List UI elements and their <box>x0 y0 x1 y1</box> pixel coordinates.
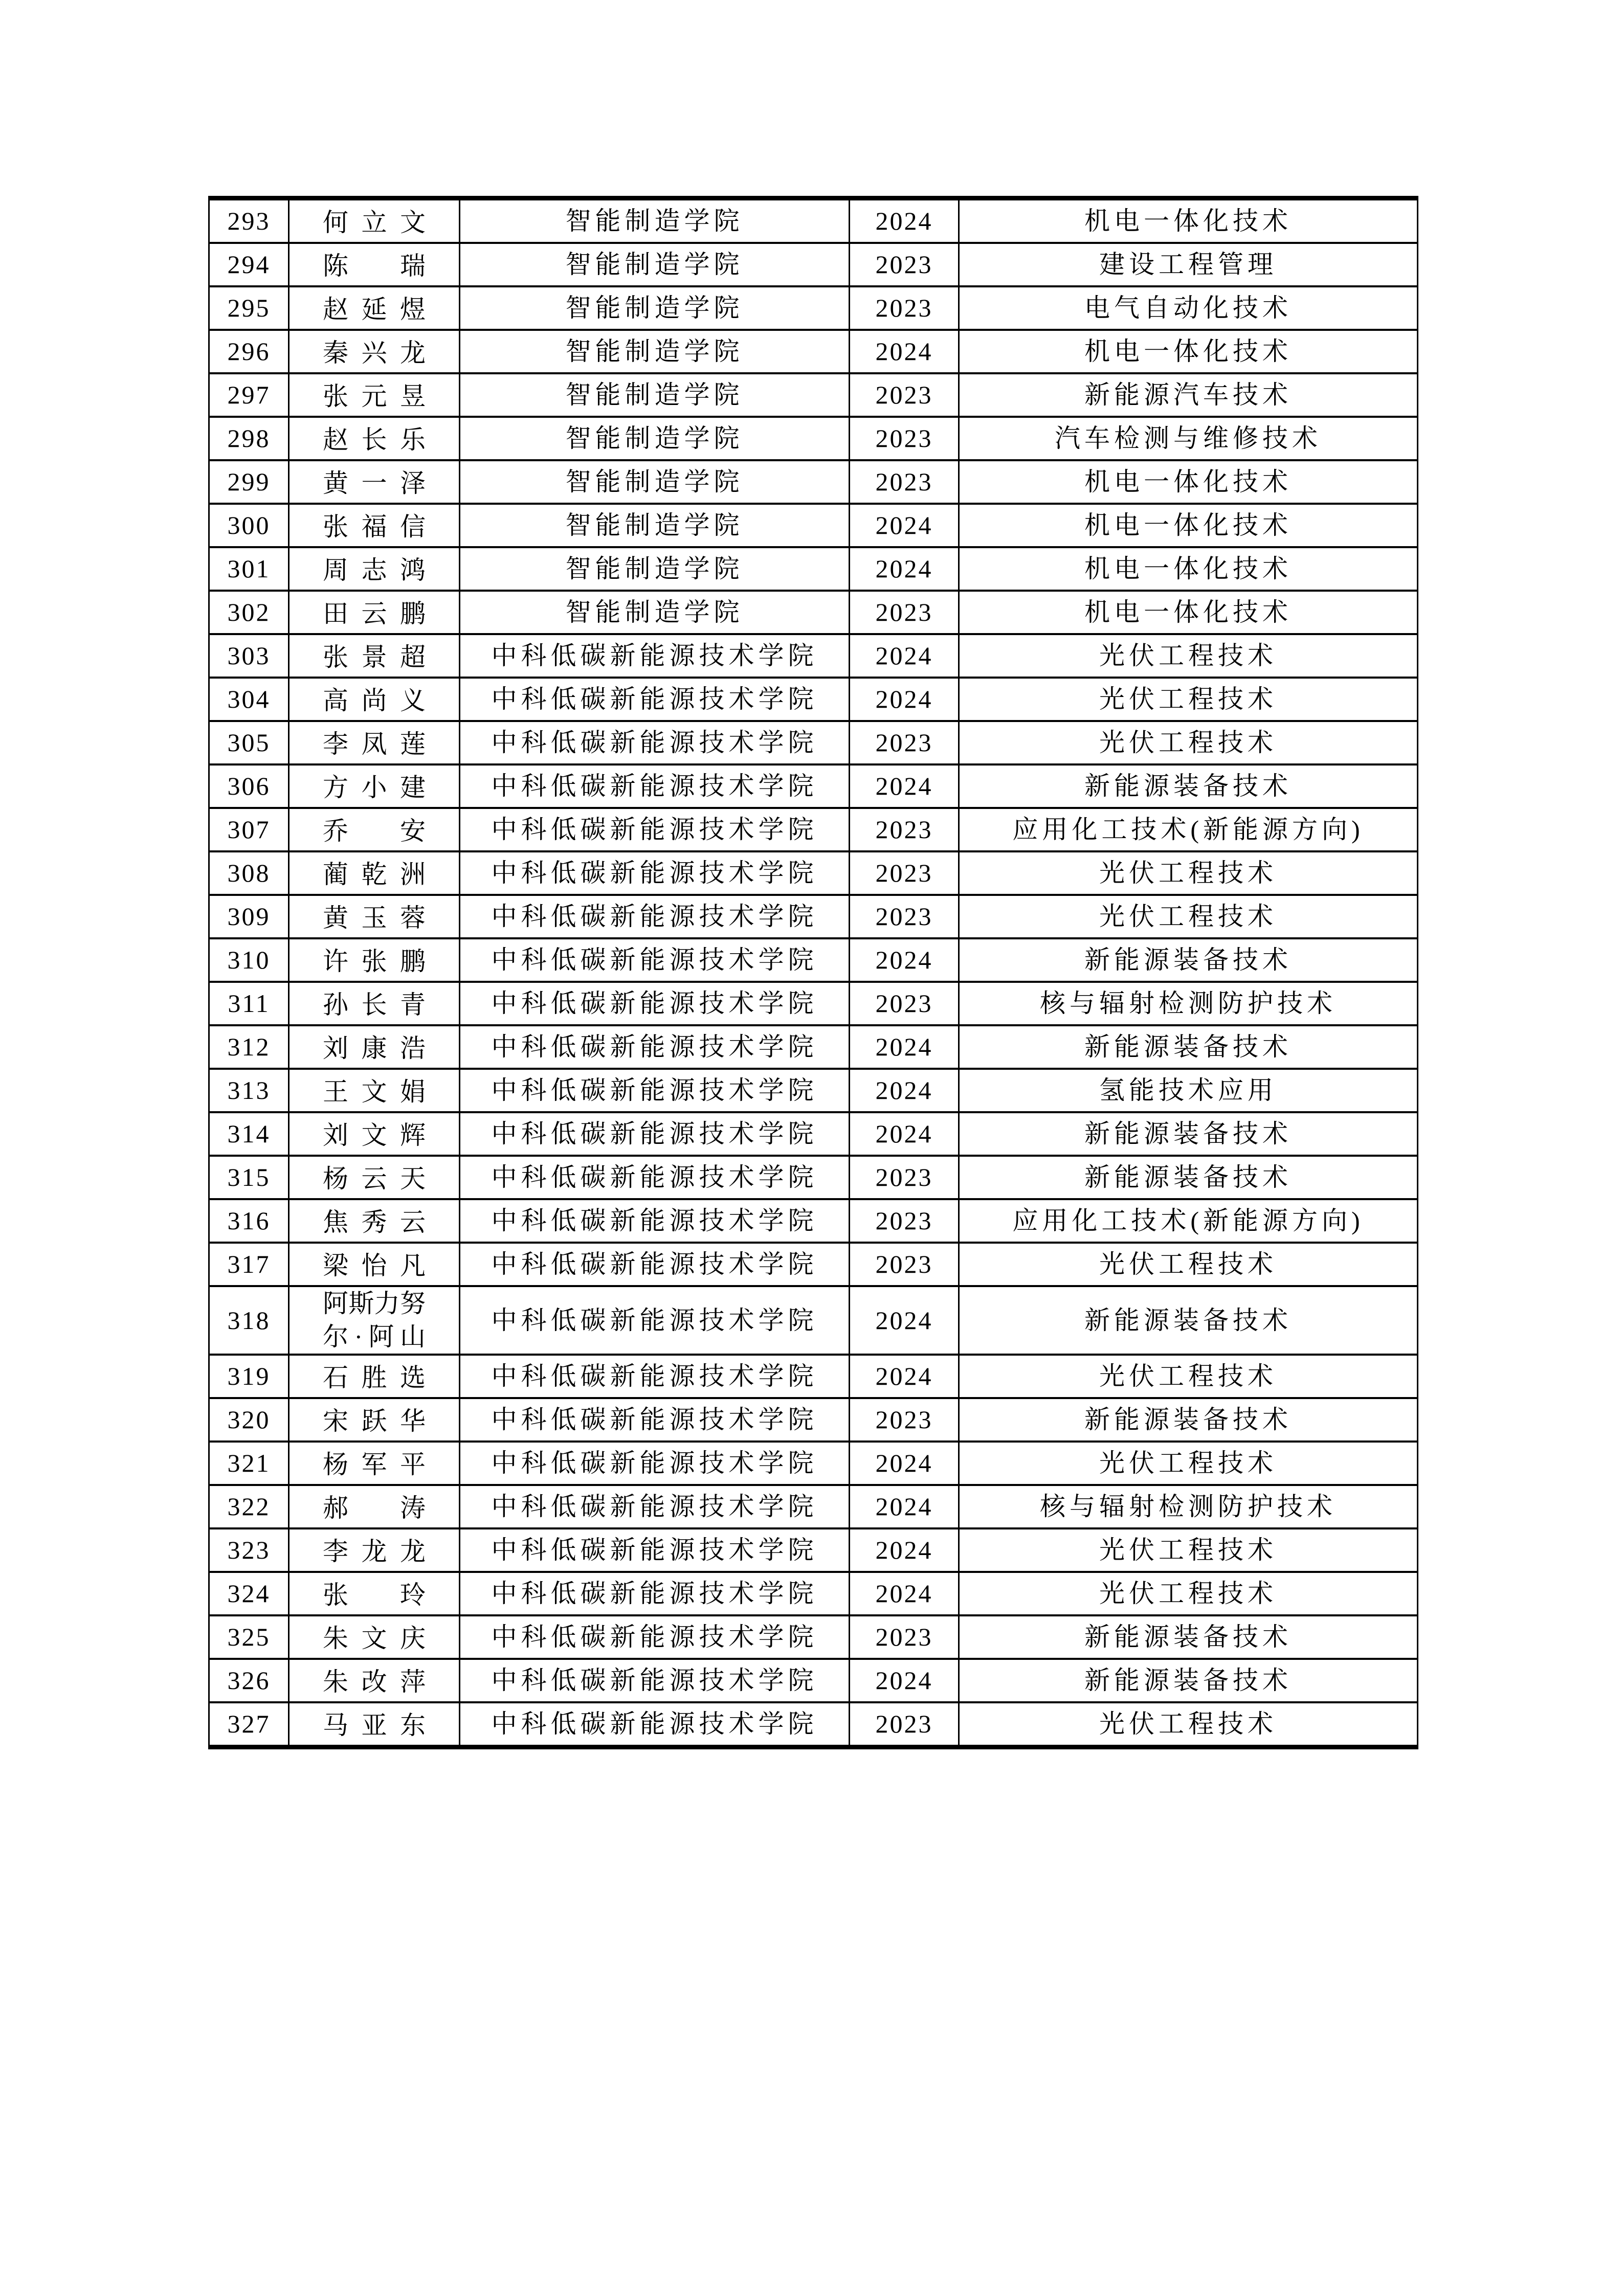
college-cell: 中科低碳新能源技术学院 <box>460 1286 850 1355</box>
row-number-cell: 321 <box>209 1442 289 1485</box>
row-number-cell: 294 <box>209 243 289 286</box>
year-cell: 2023 <box>850 286 959 330</box>
student-name-cell <box>289 547 460 591</box>
student-name-cell <box>289 1069 460 1112</box>
major-cell: 新能源装备技术 <box>959 1398 1418 1442</box>
student-name-cell <box>289 1243 460 1286</box>
student-roster-table <box>208 196 1418 1749</box>
year-cell: 2023 <box>850 1398 959 1442</box>
student-name-cell <box>289 1156 460 1199</box>
college-cell: 中科低碳新能源技术学院 <box>460 1659 850 1702</box>
major-cell: 新能源装备技术 <box>959 1615 1418 1659</box>
year-cell: 2023 <box>850 1156 959 1199</box>
table-row <box>209 1243 1418 1286</box>
row-number-cell: 316 <box>209 1199 289 1243</box>
row-number-cell: 326 <box>209 1659 289 1702</box>
college-cell: 中科低碳新能源技术学院 <box>460 1528 850 1572</box>
student-name: 刘康浩 <box>323 1033 426 1063</box>
year-cell: 2023 <box>850 851 959 895</box>
table-row <box>209 1702 1418 1747</box>
row-number-cell: 324 <box>209 1572 289 1615</box>
student-name-cell <box>289 938 460 982</box>
row-number-cell: 306 <box>209 764 289 808</box>
year-cell: 2024 <box>850 1355 959 1398</box>
table-row <box>209 1355 1418 1398</box>
student-name: 乔安 <box>323 816 426 845</box>
student-name: 王文娟 <box>323 1077 426 1106</box>
table-row <box>209 634 1418 678</box>
row-number-cell: 295 <box>209 286 289 330</box>
student-name: 何立文 <box>323 208 426 237</box>
student-name-cell <box>289 373 460 417</box>
college-cell: 中科低碳新能源技术学院 <box>460 1702 850 1747</box>
row-number-cell: 308 <box>209 851 289 895</box>
student-name-cell <box>289 1572 460 1615</box>
table-row <box>209 1485 1418 1528</box>
major-cell: 建设工程管理 <box>959 243 1418 286</box>
year-cell: 2023 <box>850 1243 959 1286</box>
year-cell: 2023 <box>850 460 959 504</box>
college-cell: 中科低碳新能源技术学院 <box>460 1025 850 1069</box>
student-name: 杨军平 <box>323 1450 426 1479</box>
student-name: 蔺乾洲 <box>323 860 426 889</box>
table-row <box>209 1659 1418 1702</box>
student-name: 宋跃华 <box>323 1406 426 1435</box>
table-row <box>209 460 1418 504</box>
table-row <box>209 243 1418 286</box>
year-cell: 2023 <box>850 982 959 1025</box>
student-name-cell <box>289 721 460 764</box>
year-cell: 2023 <box>850 895 959 938</box>
year-cell: 2024 <box>850 1286 959 1355</box>
college-cell: 中科低碳新能源技术学院 <box>460 721 850 764</box>
major-cell: 新能源装备技术 <box>959 1025 1418 1069</box>
student-name-cell <box>289 198 460 243</box>
major-cell: 光伏工程技术 <box>959 895 1418 938</box>
row-number-cell: 322 <box>209 1485 289 1528</box>
college-cell: 中科低碳新能源技术学院 <box>460 938 850 982</box>
student-name-cell <box>289 634 460 678</box>
college-cell: 智能制造学院 <box>460 547 850 591</box>
student-name: 马亚东 <box>323 1710 426 1740</box>
major-cell: 光伏工程技术 <box>959 721 1418 764</box>
college-cell: 中科低碳新能源技术学院 <box>460 1069 850 1112</box>
student-name-cell <box>289 808 460 851</box>
row-number-cell: 318 <box>209 1286 289 1355</box>
year-cell: 2024 <box>850 198 959 243</box>
student-name: 焦秀云 <box>323 1207 426 1236</box>
college-cell: 中科低碳新能源技术学院 <box>460 808 850 851</box>
college-cell: 智能制造学院 <box>460 504 850 547</box>
student-name-cell <box>289 1702 460 1747</box>
row-number-cell: 315 <box>209 1156 289 1199</box>
row-number-cell: 301 <box>209 547 289 591</box>
student-name-cell <box>289 678 460 721</box>
student-name-cell <box>289 243 460 286</box>
row-number-cell: 312 <box>209 1025 289 1069</box>
major-cell: 机电一体化技术 <box>959 460 1418 504</box>
student-name: 周志鸿 <box>323 555 426 584</box>
major-cell: 电气自动化技术 <box>959 286 1418 330</box>
student-name-cell <box>289 1112 460 1156</box>
student-name: 刘文辉 <box>323 1120 426 1150</box>
college-cell: 中科低碳新能源技术学院 <box>460 851 850 895</box>
major-cell: 核与辐射检测防护技术 <box>959 1485 1418 1528</box>
year-cell: 2023 <box>850 1199 959 1243</box>
major-cell: 氢能技术应用 <box>959 1069 1418 1112</box>
table-row <box>209 851 1418 895</box>
year-cell: 2024 <box>850 1025 959 1069</box>
student-name: 方小建 <box>323 773 426 802</box>
college-cell: 中科低碳新能源技术学院 <box>460 1199 850 1243</box>
student-name-cell <box>289 1659 460 1702</box>
row-number-cell: 297 <box>209 373 289 417</box>
student-name-cell <box>289 895 460 938</box>
student-name: 赵长乐 <box>323 425 426 454</box>
student-name: 阿斯力努尔·阿山 <box>323 1289 426 1351</box>
major-cell: 新能源装备技术 <box>959 1659 1418 1702</box>
student-name: 张元昱 <box>323 381 426 411</box>
year-cell: 2024 <box>850 1485 959 1528</box>
major-cell: 光伏工程技术 <box>959 1702 1418 1747</box>
college-cell: 中科低碳新能源技术学院 <box>460 1398 850 1442</box>
college-cell: 中科低碳新能源技术学院 <box>460 1442 850 1485</box>
row-number-cell: 320 <box>209 1398 289 1442</box>
student-name-cell <box>289 504 460 547</box>
college-cell: 智能制造学院 <box>460 373 850 417</box>
college-cell: 中科低碳新能源技术学院 <box>460 634 850 678</box>
student-name: 许张鹏 <box>323 947 426 976</box>
major-cell: 应用化工技术(新能源方向) <box>959 1199 1418 1243</box>
row-number-cell: 304 <box>209 678 289 721</box>
table-row <box>209 808 1418 851</box>
year-cell: 2023 <box>850 417 959 460</box>
major-cell: 光伏工程技术 <box>959 851 1418 895</box>
row-number-cell: 313 <box>209 1069 289 1112</box>
table-row <box>209 678 1418 721</box>
major-cell: 新能源装备技术 <box>959 1156 1418 1199</box>
college-cell: 中科低碳新能源技术学院 <box>460 1112 850 1156</box>
student-name-cell <box>289 1025 460 1069</box>
student-name: 田云鹏 <box>323 599 426 628</box>
student-roster-body <box>209 198 1418 1747</box>
major-cell: 新能源装备技术 <box>959 938 1418 982</box>
row-number-cell: 310 <box>209 938 289 982</box>
college-cell: 智能制造学院 <box>460 198 850 243</box>
college-cell: 中科低碳新能源技术学院 <box>460 678 850 721</box>
student-name: 黄玉蓉 <box>323 903 426 932</box>
student-name: 张玲 <box>323 1580 426 1609</box>
student-name-cell <box>289 591 460 634</box>
table-row <box>209 1112 1418 1156</box>
major-cell: 光伏工程技术 <box>959 634 1418 678</box>
table-row <box>209 504 1418 547</box>
major-cell: 新能源汽车技术 <box>959 373 1418 417</box>
year-cell: 2024 <box>850 1112 959 1156</box>
major-cell: 汽车检测与维修技术 <box>959 417 1418 460</box>
row-number-cell: 325 <box>209 1615 289 1659</box>
year-cell: 2023 <box>850 721 959 764</box>
college-cell: 中科低碳新能源技术学院 <box>460 1485 850 1528</box>
college-cell: 中科低碳新能源技术学院 <box>460 895 850 938</box>
major-cell: 机电一体化技术 <box>959 504 1418 547</box>
student-name-cell <box>289 982 460 1025</box>
table-row <box>209 1572 1418 1615</box>
student-name-cell <box>289 1528 460 1572</box>
table-row <box>209 1069 1418 1112</box>
row-number-cell: 293 <box>209 198 289 243</box>
student-name: 张福信 <box>323 512 426 541</box>
student-name: 郝涛 <box>323 1493 426 1522</box>
major-cell: 新能源装备技术 <box>959 1112 1418 1156</box>
college-cell: 智能制造学院 <box>460 286 850 330</box>
row-number-cell: 303 <box>209 634 289 678</box>
year-cell: 2024 <box>850 1442 959 1485</box>
row-number-cell: 327 <box>209 1702 289 1747</box>
year-cell: 2024 <box>850 938 959 982</box>
table-row <box>209 1286 1418 1355</box>
student-name-cell <box>289 1398 460 1442</box>
table-row <box>209 1025 1418 1069</box>
student-name-cell <box>289 851 460 895</box>
college-cell: 中科低碳新能源技术学院 <box>460 1243 850 1286</box>
college-cell: 中科低碳新能源技术学院 <box>460 764 850 808</box>
year-cell: 2024 <box>850 634 959 678</box>
major-cell: 光伏工程技术 <box>959 1243 1418 1286</box>
table-row <box>209 591 1418 634</box>
student-name-cell <box>289 1199 460 1243</box>
year-cell: 2023 <box>850 373 959 417</box>
row-number-cell: 298 <box>209 417 289 460</box>
major-cell: 新能源装备技术 <box>959 764 1418 808</box>
student-name: 梁怡凡 <box>323 1251 426 1280</box>
student-name: 杨云天 <box>323 1164 426 1193</box>
year-cell: 2024 <box>850 1528 959 1572</box>
student-name-cell <box>289 1355 460 1398</box>
student-name-cell <box>289 286 460 330</box>
student-name: 高尚义 <box>323 686 426 715</box>
table-row <box>209 764 1418 808</box>
year-cell: 2024 <box>850 1659 959 1702</box>
major-cell: 光伏工程技术 <box>959 1442 1418 1485</box>
student-name: 李凤莲 <box>323 729 426 758</box>
row-number-cell: 314 <box>209 1112 289 1156</box>
table-row <box>209 1615 1418 1659</box>
table-row <box>209 330 1418 373</box>
college-cell: 智能制造学院 <box>460 243 850 286</box>
row-number-cell: 323 <box>209 1528 289 1572</box>
table-row <box>209 1528 1418 1572</box>
college-cell: 智能制造学院 <box>460 330 850 373</box>
student-name: 陈瑞 <box>323 251 426 280</box>
row-number-cell: 300 <box>209 504 289 547</box>
row-number-cell: 302 <box>209 591 289 634</box>
student-name: 秦兴龙 <box>323 338 426 367</box>
year-cell: 2024 <box>850 1572 959 1615</box>
table-row <box>209 373 1418 417</box>
year-cell: 2023 <box>850 1615 959 1659</box>
college-cell: 智能制造学院 <box>460 460 850 504</box>
row-number-cell: 317 <box>209 1243 289 1286</box>
college-cell: 智能制造学院 <box>460 417 850 460</box>
student-name-cell <box>289 417 460 460</box>
college-cell: 智能制造学院 <box>460 591 850 634</box>
row-number-cell: 296 <box>209 330 289 373</box>
major-cell: 机电一体化技术 <box>959 547 1418 591</box>
student-name: 孙长青 <box>323 990 426 1019</box>
row-number-cell: 311 <box>209 982 289 1025</box>
year-cell: 2024 <box>850 330 959 373</box>
major-cell: 机电一体化技术 <box>959 198 1418 243</box>
year-cell: 2024 <box>850 1069 959 1112</box>
college-cell: 中科低碳新能源技术学院 <box>460 1355 850 1398</box>
student-name-cell <box>289 1485 460 1528</box>
student-name-cell <box>289 1286 460 1355</box>
table-row <box>209 286 1418 330</box>
major-cell: 核与辐射检测防护技术 <box>959 982 1418 1025</box>
row-number-cell: 309 <box>209 895 289 938</box>
college-cell: 中科低碳新能源技术学院 <box>460 982 850 1025</box>
major-cell: 光伏工程技术 <box>959 1572 1418 1615</box>
major-cell: 光伏工程技术 <box>959 1355 1418 1398</box>
table-row <box>209 1156 1418 1199</box>
major-cell: 光伏工程技术 <box>959 1528 1418 1572</box>
row-number-cell: 299 <box>209 460 289 504</box>
major-cell: 机电一体化技术 <box>959 591 1418 634</box>
row-number-cell: 319 <box>209 1355 289 1398</box>
college-cell: 中科低碳新能源技术学院 <box>460 1156 850 1199</box>
year-cell: 2024 <box>850 678 959 721</box>
major-cell: 新能源装备技术 <box>959 1286 1418 1355</box>
major-cell: 机电一体化技术 <box>959 330 1418 373</box>
table-row <box>209 1398 1418 1442</box>
major-cell: 应用化工技术(新能源方向) <box>959 808 1418 851</box>
student-name-cell <box>289 460 460 504</box>
table-row <box>209 198 1418 243</box>
table-row <box>209 721 1418 764</box>
year-cell: 2024 <box>850 764 959 808</box>
table-row <box>209 417 1418 460</box>
year-cell: 2023 <box>850 591 959 634</box>
year-cell: 2023 <box>850 808 959 851</box>
table-row <box>209 547 1418 591</box>
student-name: 朱改萍 <box>323 1667 426 1696</box>
college-cell: 中科低碳新能源技术学院 <box>460 1572 850 1615</box>
student-name: 石胜选 <box>323 1363 426 1392</box>
table-row <box>209 982 1418 1025</box>
table-row <box>209 938 1418 982</box>
college-cell: 中科低碳新能源技术学院 <box>460 1615 850 1659</box>
student-name-cell <box>289 1442 460 1485</box>
table-row <box>209 895 1418 938</box>
student-name-cell <box>289 1615 460 1659</box>
row-number-cell: 305 <box>209 721 289 764</box>
table-row <box>209 1199 1418 1243</box>
student-name: 黄一泽 <box>323 468 426 498</box>
student-name: 赵延煜 <box>323 295 426 324</box>
student-name: 张景超 <box>323 642 426 671</box>
student-name-cell <box>289 764 460 808</box>
table-row <box>209 1442 1418 1485</box>
year-cell: 2023 <box>850 1702 959 1747</box>
student-name-cell <box>289 330 460 373</box>
student-name: 李龙龙 <box>323 1537 426 1566</box>
major-cell: 光伏工程技术 <box>959 678 1418 721</box>
year-cell: 2023 <box>850 243 959 286</box>
row-number-cell: 307 <box>209 808 289 851</box>
year-cell: 2024 <box>850 504 959 547</box>
year-cell: 2024 <box>850 547 959 591</box>
student-name: 朱文庆 <box>323 1624 426 1653</box>
